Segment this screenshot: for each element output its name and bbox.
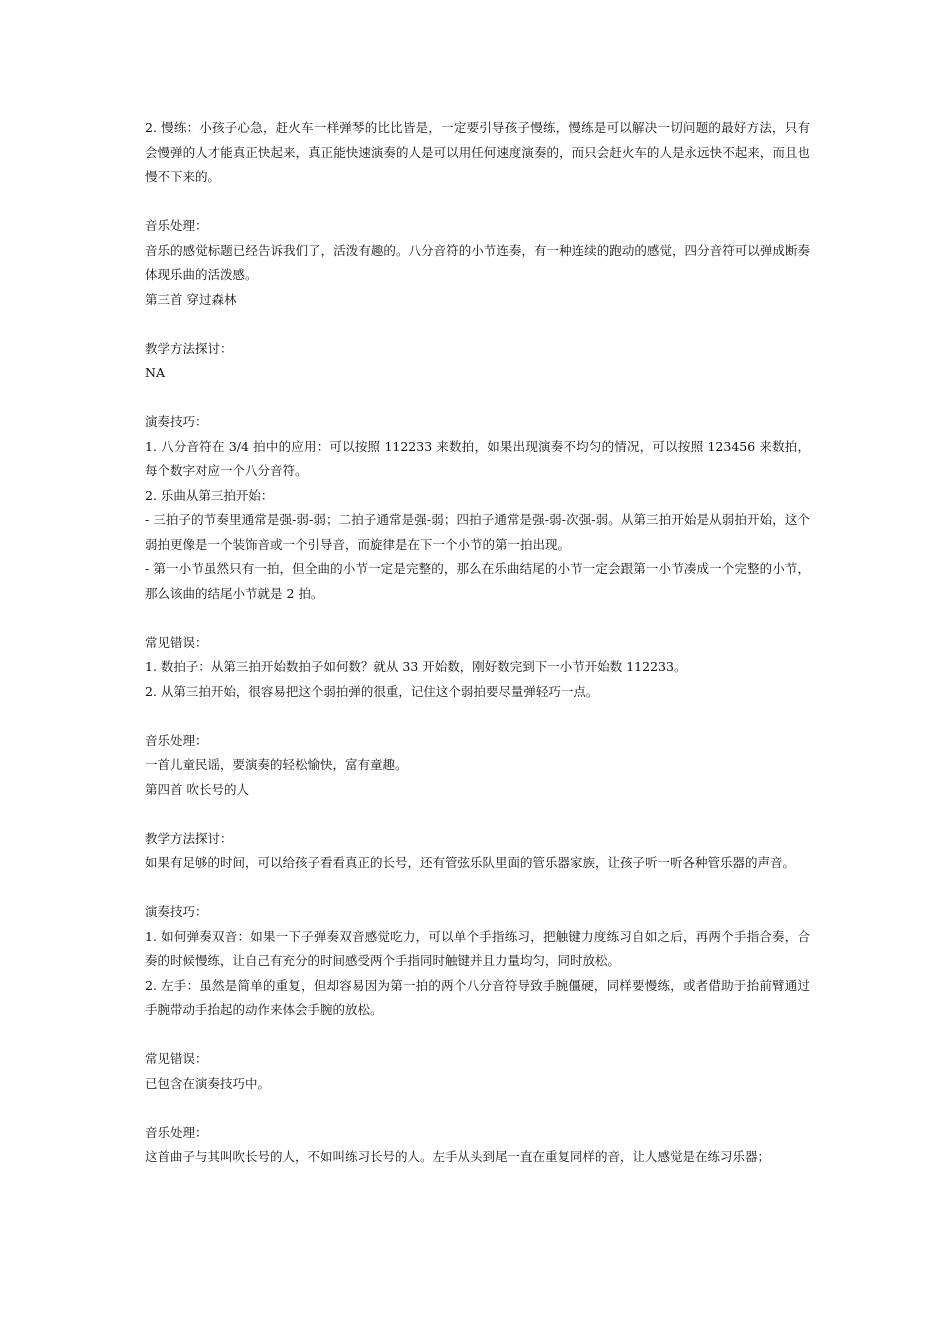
paragraph: 1. 如何弹奏双音：如果一下子弹奏双音感觉吃力，可以单个手指练习，把触键力度练习自如之后，再两个手指合奏，合奏的时候慢练，让自己有充分的时间感受两个手指同时触键并且力量均匀，同时放松。 xyxy=(145,928,810,968)
paragraph: 音乐处理： xyxy=(145,218,208,233)
paragraph: 第三首 穿过森林 xyxy=(145,291,237,307)
paragraph: 2. 慢练：小孩子心急，赶火车一样弹琴的比比皆是，一定要引导孩子慢练，慢练是可以解决一切问题的最好方法，只有会慢弹的人才能真正快起来，真正能快速演奏的人是可以用任何速度演奏的，而只会赶火车的人是永远快不起来，而且也慢不下来的。 xyxy=(145,120,810,184)
paragraph-spacer xyxy=(145,386,810,411)
paragraph: 如果有足够的时间，可以给孩子看看真正的长号，还有管弦乐队里面的管乐器家族，让孩子听一听各种管乐器的声音。 xyxy=(145,855,796,870)
paragraph: - 第一小节虽然只有一拍，但全曲的小节一定是完整的，那么在乐曲结尾的小节一定会跟第一小节凑成一个完整的小节，那么该曲的结尾小节就是 2 拍。 xyxy=(145,561,810,601)
paragraph: 演奏技巧： xyxy=(145,904,208,919)
paragraph: 第四首 吹长号的人 xyxy=(145,781,249,797)
paragraph: 演奏技巧： xyxy=(145,414,208,429)
paragraph: 2. 乐曲从第三拍开始： xyxy=(145,487,274,503)
paragraph: 1. 八分音符在 3/4 拍中的应用：可以按照 112233 来数拍，如果出现演奏不均匀的情况，可以按照 123456 来数拍，每个数字对应一个八分音符。 xyxy=(145,438,810,478)
paragraph: 教学方法探讨： xyxy=(145,830,233,846)
paragraph: 已包含在演奏技巧中。 xyxy=(145,1075,271,1091)
document-body xyxy=(145,116,810,1170)
paragraph-spacer xyxy=(145,802,810,827)
paragraph: 这首曲子与其叫吹长号的人，不如叫练习长号的人。左手从头到尾一直在重复同样的音，让人感觉是在练习乐器； xyxy=(145,1149,771,1164)
paragraph: 常见错误： xyxy=(145,634,208,650)
paragraph-spacer xyxy=(145,1096,810,1121)
paragraph-spacer xyxy=(145,312,810,337)
paragraph-spacer xyxy=(145,190,810,215)
paragraph: 2. 左手：虽然是简单的重复，但却容易因为第一拍的两个八分音符导致手腕僵硬，同样要慢练，或者借助于抬前臂通过手腕带动手抬起的动作来体会手腕的放松。 xyxy=(145,977,810,1017)
paragraph: 一首儿童民谣，要演奏的轻松愉快，富有童趣。 xyxy=(145,757,408,772)
paragraph: 教学方法探讨： xyxy=(145,340,233,356)
paragraph: 音乐处理： xyxy=(145,732,208,748)
paragraph: 音乐的感觉标题已经告诉我们了，活泼有趣的。八分音符的小节连奏，有一种连续的跑动的感觉，四分音符可以弹成断奏体现乐曲的活泼感。 xyxy=(145,242,810,282)
paragraph: 2. 从第三拍开始，很容易把这个弱拍弹的很重，记住这个弱拍要尽量弹轻巧一点。 xyxy=(145,683,599,699)
paragraph: 音乐处理： xyxy=(145,1124,208,1140)
paragraph: 常见错误： xyxy=(145,1051,208,1066)
paragraph: NA xyxy=(145,365,165,380)
paragraph: 1. 数拍子：从第三拍开始数拍子如何数？就从 33 开始数，刚好数完到下一小节开始数 112233。 xyxy=(145,659,687,674)
paragraph-spacer xyxy=(145,1023,810,1048)
paragraph-spacer xyxy=(145,606,810,631)
paragraph-spacer xyxy=(145,704,810,729)
paragraph: - 三拍子的节奏里通常是强-弱-弱；二拍子通常是强-弱；四拍子通常是强-弱-次强-弱。从第三拍开始是从弱拍开始，这个弱拍更像是一个装饰音或一个引导音，而旋律是在下一个小节的第一拍出现。 xyxy=(145,512,810,552)
paragraph-spacer xyxy=(145,876,810,901)
